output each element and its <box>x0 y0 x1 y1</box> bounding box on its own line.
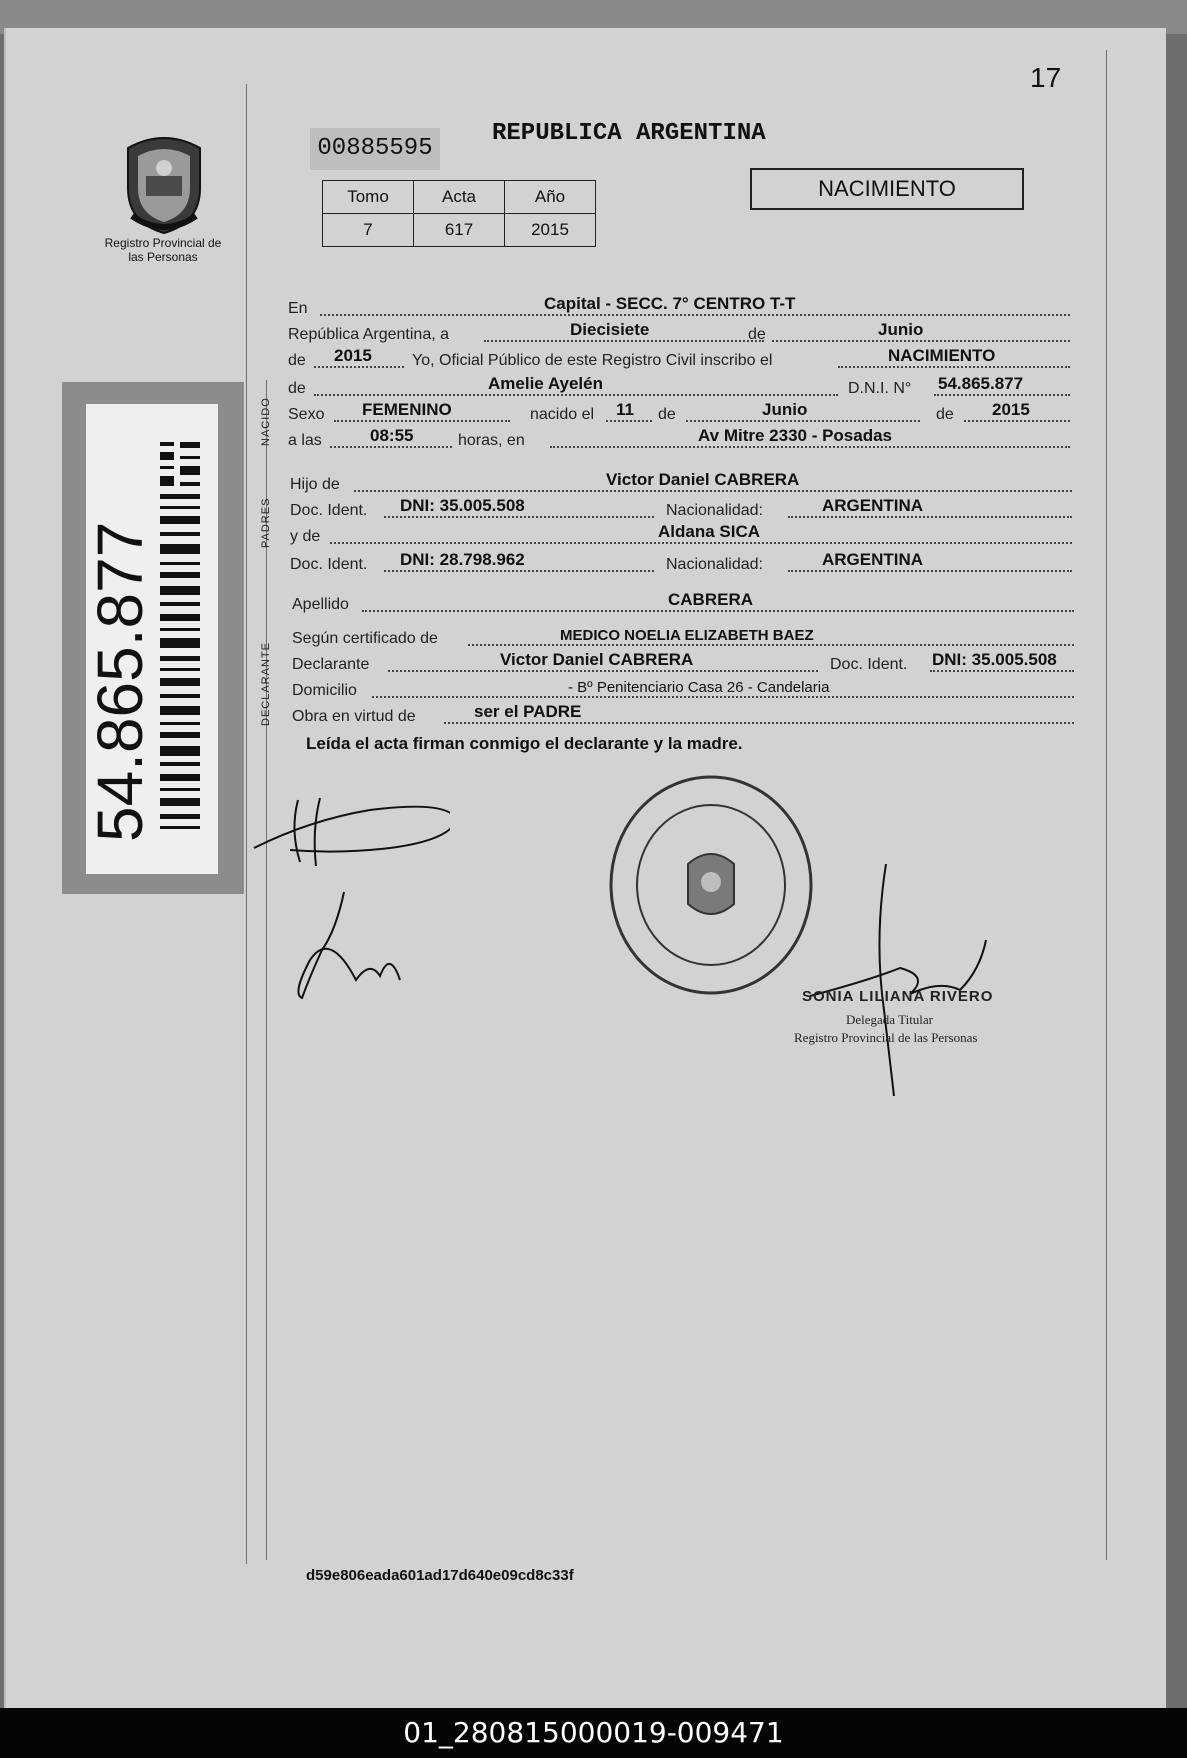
official-seal <box>608 774 814 996</box>
dotted-line <box>788 516 1072 518</box>
header-anio: Año <box>505 181 596 214</box>
madre-value: Aldana SICA <box>658 522 761 541</box>
officer-signature <box>790 860 1020 1100</box>
horas-label: horas, en <box>458 432 525 449</box>
row-obra <box>292 704 1074 726</box>
dotted-line <box>468 644 1074 646</box>
dotted-line <box>330 542 1072 544</box>
de-label: de <box>748 326 766 343</box>
dotted-line <box>354 490 1072 492</box>
dotted-line <box>788 570 1072 572</box>
dotted-line <box>934 394 1070 396</box>
left-margin-line <box>246 84 247 1564</box>
domicilio-label: Domicilio <box>292 682 357 699</box>
declarante-value: Victor Daniel CABRERA <box>500 650 694 669</box>
inscribo-value: NACIMIENTO <box>888 346 996 365</box>
row-madre <box>290 524 1072 546</box>
en-label: En <box>288 300 308 317</box>
dotted-line <box>772 340 1070 342</box>
republica-label: República Argentina, a <box>288 326 449 343</box>
obra-label: Obra en virtud de <box>292 708 416 725</box>
registry-label: Registro Provincial de las Personas <box>104 236 222 264</box>
lugar-value: Av Mitre 2330 - Posadas <box>698 426 893 445</box>
header-acta: Acta <box>414 181 505 214</box>
value-tomo: 7 <box>323 214 414 247</box>
dotted-line <box>384 570 654 572</box>
value-acta: 617 <box>414 214 505 247</box>
row-anio <box>288 348 1070 370</box>
anio-label: de <box>288 352 306 369</box>
row-doc-padre <box>290 498 1072 520</box>
dotted-line <box>444 722 1074 724</box>
dotted-line <box>964 420 1070 422</box>
section-declarante: DECLARANTE <box>260 642 272 726</box>
row-certificado <box>292 626 1074 648</box>
record-table <box>322 180 596 247</box>
nac1-label: Nacionalidad: <box>666 502 763 519</box>
doc1-label: Doc. Ident. <box>290 502 368 519</box>
anio-value: 2015 <box>334 346 372 365</box>
row-hora <box>288 428 1070 450</box>
record-table-header <box>323 181 596 214</box>
dotted-line <box>320 314 1070 316</box>
alas-label: a las <box>288 432 322 449</box>
header-tomo: Tomo <box>323 181 414 214</box>
dotted-line <box>388 670 818 672</box>
nac2-value: ARGENTINA <box>822 550 924 569</box>
dotted-line <box>314 394 838 396</box>
dotted-line <box>330 446 452 448</box>
apellido-label: Apellido <box>292 596 349 613</box>
certificado-label: Según certificado de <box>292 630 438 647</box>
country-title: REPUBLICA ARGENTINA <box>492 120 766 147</box>
oficial-text: Yo, Oficial Público de este Registro Civil inscribo el <box>412 352 773 369</box>
dni-barcode-sticker <box>62 382 244 894</box>
sexo-label: Sexo <box>288 406 325 423</box>
nacido-de2-label: de <box>936 406 954 423</box>
page-number: 17 <box>1030 62 1062 93</box>
dotted-line <box>686 420 920 422</box>
en-value: Capital - SECC. 7° CENTRO T-T <box>544 294 796 313</box>
certificado-value: MEDICO NOELIA ELIZABETH BAEZ <box>560 627 814 644</box>
row-domicilio <box>292 678 1074 700</box>
doc2-value: DNI: 28.798.962 <box>400 550 525 569</box>
row-padre <box>290 472 1072 494</box>
nac2-label: Nacionalidad: <box>666 556 763 573</box>
apellido-value: CABRERA <box>668 590 753 609</box>
nac1-value: ARGENTINA <box>822 496 924 515</box>
dotted-line <box>606 420 652 422</box>
dotted-line <box>334 420 510 422</box>
dotted-line <box>314 366 404 368</box>
dotted-line <box>550 446 1070 448</box>
nacido-mes: Junio <box>762 400 808 419</box>
dotted-line <box>484 340 764 342</box>
declarant-signatures <box>250 780 450 1010</box>
section-nacido: NACIDO <box>260 397 272 446</box>
officer-registry: Registro Provincial de las Personas <box>794 1030 978 1045</box>
dotted-line <box>362 610 1074 612</box>
dotted-line <box>930 670 1074 672</box>
mes-value: Junio <box>878 320 924 339</box>
dotted-line <box>372 696 1074 698</box>
dni-label: D.N.I. N° <box>848 380 912 397</box>
dotted-line <box>838 366 1070 368</box>
sexo-value: FEMENINO <box>362 400 452 419</box>
officer-title: Delegada Titular <box>846 1012 934 1027</box>
doc3-value: DNI: 35.005.508 <box>932 650 1057 669</box>
row-nombre <box>288 376 1070 398</box>
dni-vertical-text: 54.865.877 <box>84 521 156 842</box>
obra-value: ser el PADRE <box>474 702 582 721</box>
document-hash: d59e806eada601ad17d640e09cd8c33f <box>306 1567 574 1584</box>
yde-label: y de <box>290 528 321 545</box>
right-margin-line <box>1106 50 1107 1560</box>
closing-text: Leída el acta firman conmigo el declarante y la madre. <box>306 734 743 753</box>
record-table-values <box>323 214 596 247</box>
declarante-label: Declarante <box>292 656 370 673</box>
province-emblem-icon <box>118 128 210 238</box>
hijo-label: Hijo de <box>290 476 340 493</box>
hora-value: 08:55 <box>370 426 414 445</box>
row-declarante <box>292 652 1074 674</box>
nacido-anio: 2015 <box>992 400 1030 419</box>
row-en <box>288 296 1070 318</box>
officer-name: SONIA LILIANA RIVERO <box>802 988 994 1005</box>
de-nombre-label: de <box>288 380 306 397</box>
dia-value: Diecisiete <box>570 320 650 339</box>
nacido-dia: 11 <box>616 400 634 419</box>
nacido-de-label: de <box>658 406 676 423</box>
row-sexo <box>288 402 1070 424</box>
row-apellido <box>292 592 1074 614</box>
doc2-label: Doc. Ident. <box>290 556 368 573</box>
padre-value: Victor Daniel CABRERA <box>606 470 800 489</box>
row-doc-madre <box>290 552 1072 574</box>
nacido-label: nacido el <box>530 406 595 423</box>
footer-id-bar: 01_280815000019-009471 <box>0 1708 1187 1758</box>
doc1-value: DNI: 35.005.508 <box>400 496 525 515</box>
nombre-value: Amelie Ayelén <box>488 374 603 393</box>
dni-value: 54.865.877 <box>938 374 1024 393</box>
serial-number: 00885595 <box>310 128 440 170</box>
dotted-line <box>384 516 654 518</box>
row-republica <box>288 322 1070 344</box>
value-anio: 2015 <box>505 214 596 247</box>
domicilio-value: - Bº Penitenciario Casa 26 - Candelaria <box>568 679 830 696</box>
record-type-box: NACIMIENTO <box>750 168 1024 210</box>
doc3-label: Doc. Ident. <box>830 656 908 673</box>
section-padres: PADRES <box>260 497 272 548</box>
